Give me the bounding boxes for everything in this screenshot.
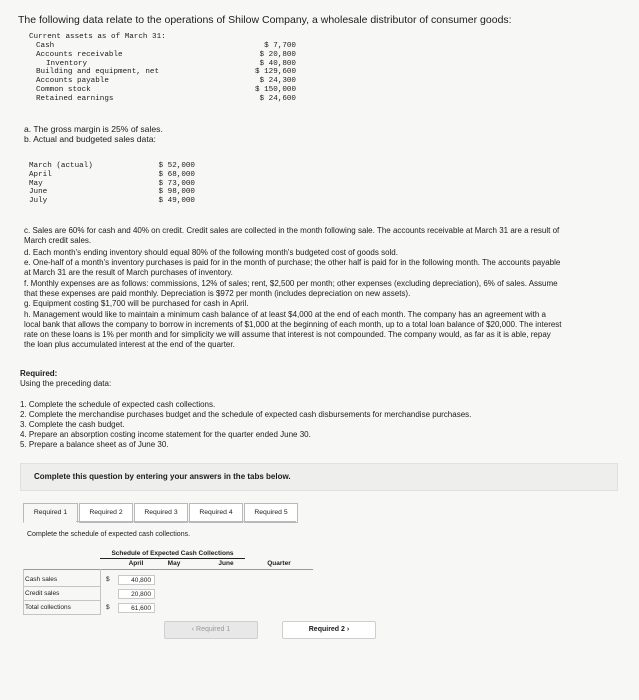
grid-line xyxy=(100,569,101,615)
item-d: d. Each month's ending inventory should equal 80% of the following month's budgeted cost of goods sold. xyxy=(24,248,398,257)
april-cash-sales-input[interactable]: 40,800 xyxy=(118,575,155,585)
tab-required-4[interactable]: Required 4 xyxy=(189,503,243,523)
balance-row: Accounts payable $ 24,300 xyxy=(36,77,296,86)
title-rule xyxy=(100,558,245,559)
row-label-credit-sales: Credit sales xyxy=(25,590,60,597)
sales-row: May $ 73,000 xyxy=(29,179,195,188)
task-item: 2. Complete the merchandise purchases budget and the schedule of expected cash disbursements for merchandise purchases. xyxy=(20,410,472,419)
column-april: April xyxy=(128,560,144,567)
currency-symbol: $ xyxy=(106,604,110,611)
sales-row: March (actual) $ 52,000 xyxy=(29,162,195,170)
sales-data-list xyxy=(29,162,195,206)
item-b: b. Actual and budgeted sales data: xyxy=(24,134,156,144)
item-e: e. One-half of a month's inventory purchases is paid for in the month of purchase; the other half is paid for in the following month. The accounts payable at March 31 are the result of March purchases of inventory. xyxy=(24,258,561,277)
grid-line xyxy=(23,614,100,615)
task-item: 4. Prepare an absorption costing income statement for the quarter ended June 30. xyxy=(20,430,311,439)
task-item: 5. Prepare a balance sheet as of June 30. xyxy=(20,440,169,449)
next-required-button[interactable] xyxy=(282,621,376,639)
sales-row: June $ 98,000 xyxy=(29,188,195,197)
item-g: g. Equipment costing $1,700 will be purchased for cash in April. xyxy=(24,299,249,308)
sales-row: April $ 68,000 xyxy=(29,170,195,179)
intro-text: The following data relate to the operations of Shilow Company, a wholesale distributor of consumer goods: xyxy=(18,14,512,26)
item-f: f. Monthly expenses are as follows: commissions, 12% of sales; rent, $2,500 per month; other expenses (excluding depreciation), 6% of sales. Assume that these expenses are paid monthly. Depreciation is $972 per month (includes depreciation on new assets). xyxy=(24,279,558,298)
grid-line xyxy=(23,569,24,615)
row-label-cash-sales: Cash sales xyxy=(25,576,58,583)
item-c: c. Sales are 60% for cash and 40% on credit. Credit sales are collected in the month following sale. The accounts receivable at March 31 are a result of March credit sales. xyxy=(24,226,560,245)
schedule-title: Schedule of Expected Cash Collections xyxy=(111,550,234,557)
april-total-collections-input[interactable]: 61,600 xyxy=(118,603,155,613)
instruction-text: Complete this question by entering your answers in the tabs below. xyxy=(34,472,291,481)
next-label: Required 2 xyxy=(308,626,345,633)
tab-divider xyxy=(76,521,296,522)
panel-prompt: Complete the schedule of expected cash collections. xyxy=(27,531,191,538)
balance-row: Accounts receivable $ 20,800 xyxy=(36,50,296,59)
task-list xyxy=(20,400,471,450)
tab-required-1[interactable]: Required 1 xyxy=(23,503,78,523)
sales-row: July $ 49,000 xyxy=(29,197,195,206)
cash-collections-schedule xyxy=(23,550,313,620)
april-credit-sales-input[interactable]: 20,800 xyxy=(118,589,155,599)
item-a: a. The gross margin is 25% of sales. xyxy=(24,124,163,134)
column-june: June xyxy=(218,560,234,567)
grid-line xyxy=(23,600,100,601)
currency-symbol: $ xyxy=(106,576,110,583)
chevron-right-icon: › xyxy=(346,626,350,633)
task-item: 1. Complete the schedule of expected cash collections. xyxy=(20,400,216,409)
balance-row: Inventory $ 40,800 xyxy=(46,59,296,68)
required-subtitle: Using the preceding data: xyxy=(20,379,112,388)
chevron-left-icon: ‹ xyxy=(191,626,195,633)
balance-row: Cash $ 7,700 xyxy=(36,42,296,50)
row-label-total-collections: Total collections xyxy=(25,604,71,611)
column-quarter: Quarter xyxy=(267,560,291,567)
balance-row: Retained earnings $ 24,600 xyxy=(36,94,296,103)
tab-required-3[interactable]: Required 3 xyxy=(134,503,188,523)
column-may: May xyxy=(167,560,181,567)
balance-list xyxy=(36,42,296,104)
balance-header: Current assets as of March 31: xyxy=(29,33,166,41)
instruction-bar xyxy=(20,463,618,491)
balance-row: Building and equipment, net $ 129,600 xyxy=(36,68,296,77)
header-rule xyxy=(23,569,313,570)
required-title: Required: xyxy=(20,369,58,378)
task-item: 3. Complete the cash budget. xyxy=(20,420,125,429)
tab-required-5[interactable]: Required 5 xyxy=(244,503,298,523)
prev-required-button[interactable] xyxy=(164,621,258,639)
grid-line xyxy=(23,586,100,587)
balance-row: Common stock $ 150,000 xyxy=(36,85,296,94)
prev-label: Required 1 xyxy=(196,626,231,633)
tab-required-2[interactable]: Required 2 xyxy=(79,503,133,523)
item-h: h. Management would like to maintain a minimum cash balance of at least $4,000 at the end of each month. The company has an agreement with a local bank that allows the company to borrow in increments of $1,000 at the beginning of each month, up to a total loan balance of $20,000. The interest rate on these loans is 1% per month and for simplicity we will assume that interest is not compounded. The company would, as far as it is able, repay the loan plus accumulated interest at the end of the quarter. xyxy=(24,310,562,349)
